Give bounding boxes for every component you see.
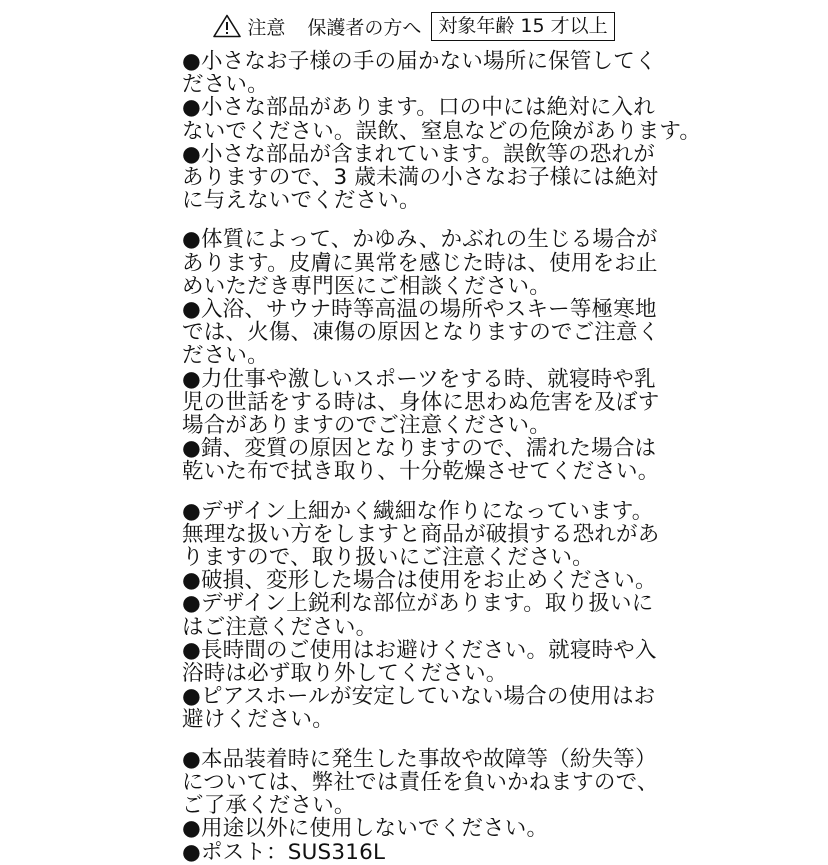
warning-line: では、火傷、凍傷の原因となりますのでご注意く xyxy=(182,320,660,346)
guardian-label: 保護者の方へ xyxy=(307,16,422,39)
warning-line: はご注意ください。 xyxy=(182,614,378,640)
warning-line: については、弊社では責任を負いかねますので、 xyxy=(182,769,659,795)
age-notice-badge: 対象年齢 15 才以上 xyxy=(431,12,614,41)
warning-item xyxy=(182,437,682,483)
warning-line: 浴時は必ず取り外してください。 xyxy=(182,661,508,687)
warning-line: ないでください。誤飲、窒息などの危険があります。 xyxy=(182,118,702,144)
warning-line: ●用途以外に使用しないでください。 xyxy=(182,816,549,842)
warning-item xyxy=(182,639,682,685)
section-gap xyxy=(182,484,682,500)
warning-item xyxy=(182,50,682,96)
notice-header xyxy=(0,8,828,44)
warning-item xyxy=(182,298,682,368)
warning-line: ●力仕事や激しいスポーツをする時、就寝時や乳 xyxy=(182,366,656,392)
warning-item xyxy=(182,569,682,592)
warning-section xyxy=(182,748,682,864)
section-gap xyxy=(182,732,682,748)
warning-line: ●ポスト：SUS316L xyxy=(182,839,386,865)
warning-item xyxy=(182,592,682,638)
warning-line: 避けください。 xyxy=(182,707,334,733)
warning-line: ●ピアスホールが安定していない場合の使用はお xyxy=(182,684,656,710)
warning-line: 乾いた布で拭き取り、十分乾燥させてください。 xyxy=(182,459,660,485)
warning-line: ●小さなお子様の手の届かない場所に保管してく xyxy=(182,49,657,74)
warning-item xyxy=(182,841,682,864)
warning-line: ●長時間のご使用はお避けください。就寝時や入 xyxy=(182,637,657,663)
warning-item xyxy=(182,95,702,144)
warning-line: ●小さな部品が含まれています。誤飲等の恐れが xyxy=(182,141,655,167)
warning-line: ●体質によって、かゆみ、かぶれの生じる場合が xyxy=(182,227,658,253)
warning-line: りますので、取り扱いにご注意ください。 xyxy=(182,545,594,571)
warning-line: ださい。 xyxy=(182,72,269,98)
warning-line: ●入浴、サウナ時等高温の場所やスキー等極寒地 xyxy=(182,297,657,323)
warning-line: ご了承ください。 xyxy=(182,793,356,819)
warning-item xyxy=(182,685,682,731)
warning-item xyxy=(182,143,682,213)
warning-item xyxy=(182,817,682,840)
warning-section xyxy=(182,500,682,732)
section-gap xyxy=(182,212,682,228)
warning-line: ありますので、3 歳未満の小さなお子様には絶対 xyxy=(182,165,659,191)
warning-line: ●破損、変形した場合は使用をお止めください。 xyxy=(182,568,657,594)
warning-line: 無理な扱い方をしますと商品が破損する恐れがあ xyxy=(182,521,660,547)
warning-line: 場合がありますのでご注意ください。 xyxy=(182,413,551,439)
warning-item xyxy=(182,500,682,570)
warning-line: めいただき専門医にご相談ください。 xyxy=(182,273,551,299)
warning-section xyxy=(182,49,702,214)
warning-line: あります。皮膚に異常を感じた時は、使用をお止 xyxy=(182,250,658,276)
warning-line: ●錆、変質の原因となりますので、濡れた場合は xyxy=(182,436,657,462)
warning-line: に与えないでください。 xyxy=(182,188,421,214)
warning-text-body xyxy=(182,49,702,865)
warning-line: ●デザイン上鋭利な部位があります。取り扱いに xyxy=(182,591,654,617)
warning-item xyxy=(182,228,682,298)
warning-line: ●デザイン上細かく繊細な作りになっています。 xyxy=(182,498,654,524)
attention-label: 注意 xyxy=(247,16,286,39)
warning-item xyxy=(182,368,682,438)
warning-line: ださい。 xyxy=(182,343,269,369)
warning-section xyxy=(182,228,682,483)
warning-line: ●本品装着時に発生した事故や故障等（紛失等） xyxy=(182,746,657,772)
warning-item xyxy=(182,748,682,818)
warning-icon xyxy=(213,14,241,38)
warning-line: 児の世話をする時は、身体に思わぬ危害を及ぼす xyxy=(182,389,660,415)
warning-line: ●小さな部品があります。口の中には絶対に入れ xyxy=(182,95,655,121)
